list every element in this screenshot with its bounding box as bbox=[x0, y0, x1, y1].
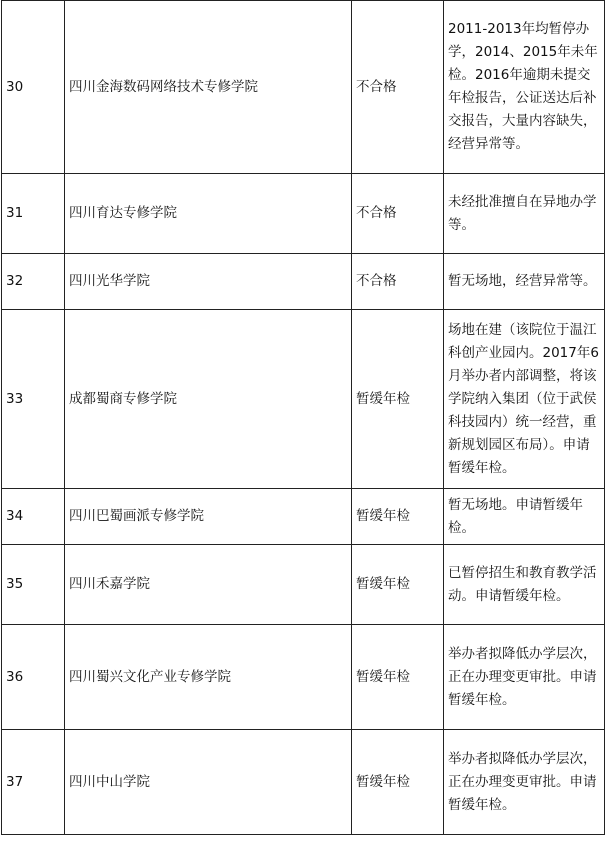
row-number: 37 bbox=[2, 730, 65, 835]
table-row bbox=[2, 174, 605, 254]
row-number: 30 bbox=[2, 1, 65, 174]
inspection-results-table bbox=[1, 0, 605, 835]
inspection-result: 不合格 bbox=[352, 174, 444, 254]
school-name: 四川金海数码网络技术专修学院 bbox=[65, 1, 352, 174]
table-row bbox=[2, 625, 605, 730]
inspection-result: 暂缓年检 bbox=[352, 730, 444, 835]
inspection-result: 不合格 bbox=[352, 1, 444, 174]
school-name: 四川中山学院 bbox=[65, 730, 352, 835]
inspection-result: 不合格 bbox=[352, 254, 444, 310]
table-row bbox=[2, 254, 605, 310]
school-name: 四川蜀兴文化产业专修学院 bbox=[65, 625, 352, 730]
inspection-result: 暂缓年检 bbox=[352, 545, 444, 625]
inspection-note: 未经批准擅自在异地办学等。 bbox=[444, 174, 605, 254]
table-row bbox=[2, 730, 605, 835]
row-number: 35 bbox=[2, 545, 65, 625]
school-name: 四川巴蜀画派专修学院 bbox=[65, 489, 352, 545]
inspection-result: 暂缓年检 bbox=[352, 310, 444, 489]
table-row bbox=[2, 1, 605, 174]
inspection-note: 举办者拟降低办学层次，正在办理变更审批。申请暂缓年检。 bbox=[444, 625, 605, 730]
inspection-note: 已暂停招生和教育教学活动。申请暂缓年检。 bbox=[444, 545, 605, 625]
table-row bbox=[2, 489, 605, 545]
row-number: 34 bbox=[2, 489, 65, 545]
row-number: 31 bbox=[2, 174, 65, 254]
inspection-note: 举办者拟降低办学层次，正在办理变更审批。申请暂缓年检。 bbox=[444, 730, 605, 835]
school-name: 四川禾嘉学院 bbox=[65, 545, 352, 625]
table-row bbox=[2, 545, 605, 625]
inspection-result: 暂缓年检 bbox=[352, 625, 444, 730]
school-name: 四川育达专修学院 bbox=[65, 174, 352, 254]
inspection-note: 暂无场地，经营异常等。 bbox=[444, 254, 605, 310]
school-name: 成都蜀商专修学院 bbox=[65, 310, 352, 489]
inspection-note: 暂无场地。申请暂缓年检。 bbox=[444, 489, 605, 545]
school-name: 四川光华学院 bbox=[65, 254, 352, 310]
row-number: 32 bbox=[2, 254, 65, 310]
inspection-note: 2011-2013年均暂停办学，2014、2015年未年检。2016年逾期未提交年检报告，公证送达后补交报告，大量内容缺失，经营异常等。 bbox=[444, 1, 605, 174]
table-row bbox=[2, 310, 605, 489]
row-number: 33 bbox=[2, 310, 65, 489]
row-number: 36 bbox=[2, 625, 65, 730]
inspection-result: 暂缓年检 bbox=[352, 489, 444, 545]
inspection-note: 场地在建（该院位于温江科创产业园内。2017年6月举办者内部调整，将该学院纳入集团（位于武侯科技园内）统一经营，重新规划园区布局）。申请暂缓年检。 bbox=[444, 310, 605, 489]
